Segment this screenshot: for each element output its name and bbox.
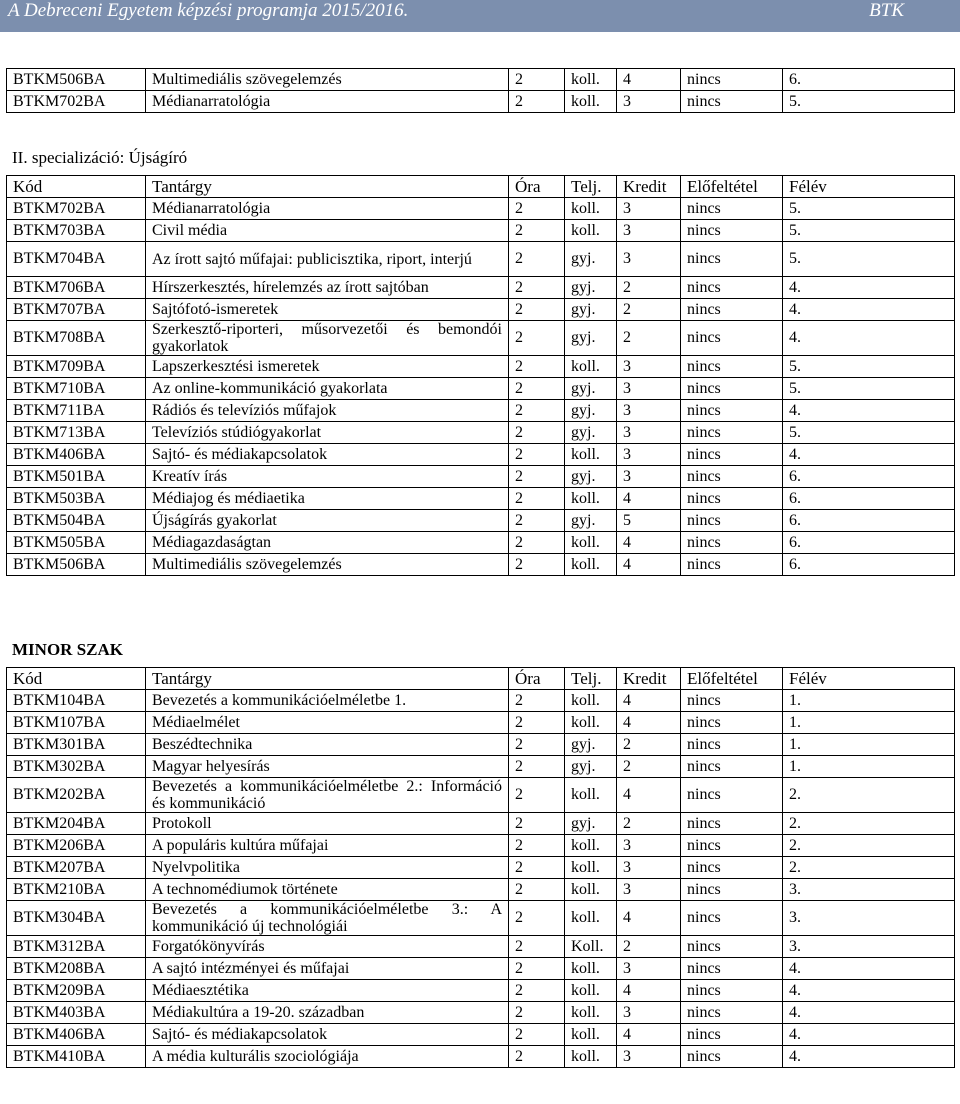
- cell-credit: 3: [617, 879, 681, 901]
- cell-prerequisite: nincs: [681, 936, 783, 958]
- cell-assessment: koll.: [565, 554, 617, 576]
- cell-assessment: gyj.: [565, 277, 617, 299]
- cell-prerequisite: nincs: [681, 1046, 783, 1068]
- cell-subject: Forgatókönyvírás: [146, 936, 509, 958]
- cell-assessment: gyj.: [565, 466, 617, 488]
- cell-credit: 3: [617, 220, 681, 242]
- cell-subject: Sajtó- és médiakapcsolatok: [146, 444, 509, 466]
- cell-credit: 3: [617, 422, 681, 444]
- cell-subject: Médiaelmélet: [146, 712, 509, 734]
- cell-assessment: koll.: [565, 91, 617, 113]
- cell-subject: Hírszerkesztés, hírelemzés az írott sajtóban: [146, 277, 509, 299]
- table-row: [7, 91, 955, 113]
- cell-prerequisite: nincs: [681, 756, 783, 778]
- faculty-label: BTK: [869, 0, 904, 21]
- cell-credit: 3: [617, 444, 681, 466]
- cell-credit: 4: [617, 1024, 681, 1046]
- cell-subject: Médiakultúra a 19-20. században: [146, 1002, 509, 1024]
- column-header-assessment: Telj.: [565, 176, 617, 198]
- cell-hours: 2: [509, 422, 565, 444]
- table-row: [7, 422, 955, 444]
- cell-code: BTKM506BA: [7, 554, 146, 576]
- cell-code: BTKM403BA: [7, 1002, 146, 1024]
- cell-assessment: gyj.: [565, 321, 617, 356]
- cell-hours: 2: [509, 198, 565, 220]
- table-header-row: [7, 176, 955, 198]
- cell-semester: 1.: [783, 690, 955, 712]
- cell-hours: 2: [509, 466, 565, 488]
- cell-semester: 6.: [783, 532, 955, 554]
- cell-semester: 5.: [783, 91, 955, 113]
- cell-code: BTKM711BA: [7, 400, 146, 422]
- column-header-subject: Tantárgy: [146, 176, 509, 198]
- cell-prerequisite: nincs: [681, 554, 783, 576]
- cell-credit: 2: [617, 277, 681, 299]
- cell-hours: 2: [509, 277, 565, 299]
- cell-assessment: gyj.: [565, 378, 617, 400]
- cell-assessment: koll.: [565, 356, 617, 378]
- table-row: [7, 835, 955, 857]
- cell-code: BTKM406BA: [7, 444, 146, 466]
- cell-credit: 4: [617, 778, 681, 813]
- cell-semester: 5.: [783, 378, 955, 400]
- column-header-semester: Félév: [783, 176, 955, 198]
- table-row: [7, 690, 955, 712]
- cell-hours: 2: [509, 532, 565, 554]
- cell-prerequisite: nincs: [681, 778, 783, 813]
- cell-semester: 2.: [783, 778, 955, 813]
- cell-hours: 2: [509, 778, 565, 813]
- cell-prerequisite: nincs: [681, 277, 783, 299]
- cell-semester: 1.: [783, 712, 955, 734]
- cell-prerequisite: nincs: [681, 299, 783, 321]
- cell-hours: 2: [509, 756, 565, 778]
- cell-code: BTKM710BA: [7, 378, 146, 400]
- cell-semester: 5.: [783, 356, 955, 378]
- cell-subject: Nyelvpolitika: [146, 857, 509, 879]
- cell-hours: 2: [509, 958, 565, 980]
- table-header-row: [7, 668, 955, 690]
- column-header-prerequisite: Előfeltétel: [681, 668, 783, 690]
- cell-assessment: koll.: [565, 778, 617, 813]
- cell-hours: 2: [509, 980, 565, 1002]
- cell-semester: 2.: [783, 857, 955, 879]
- table-row: [7, 901, 955, 936]
- cell-hours: 2: [509, 378, 565, 400]
- cell-prerequisite: nincs: [681, 813, 783, 835]
- cell-credit: 3: [617, 958, 681, 980]
- cell-assessment: koll.: [565, 835, 617, 857]
- cell-assessment: gyj.: [565, 813, 617, 835]
- cell-credit: 4: [617, 980, 681, 1002]
- table-row: [7, 857, 955, 879]
- cell-code: BTKM505BA: [7, 532, 146, 554]
- cell-prerequisite: nincs: [681, 857, 783, 879]
- cell-credit: 3: [617, 857, 681, 879]
- cell-prerequisite: nincs: [681, 835, 783, 857]
- cell-code: BTKM207BA: [7, 857, 146, 879]
- page-header: [0, 0, 960, 32]
- table-row: [7, 734, 955, 756]
- column-header-prerequisite: Előfeltétel: [681, 176, 783, 198]
- column-header-hours: Óra: [509, 668, 565, 690]
- cell-assessment: koll.: [565, 444, 617, 466]
- cell-prerequisite: nincs: [681, 356, 783, 378]
- cell-semester: 6.: [783, 466, 955, 488]
- cell-hours: 2: [509, 1002, 565, 1024]
- cell-assessment: gyj.: [565, 510, 617, 532]
- cell-prerequisite: nincs: [681, 734, 783, 756]
- cell-subject: Lapszerkesztési ismeretek: [146, 356, 509, 378]
- cell-code: BTKM708BA: [7, 321, 146, 356]
- cell-code: BTKM209BA: [7, 980, 146, 1002]
- section-title-minor: MINOR SZAK: [12, 640, 123, 659]
- cell-credit: 4: [617, 532, 681, 554]
- cell-assessment: koll.: [565, 857, 617, 879]
- table-row: [7, 400, 955, 422]
- cell-subject: Televíziós stúdiógyakorlat: [146, 422, 509, 444]
- cell-credit: 2: [617, 299, 681, 321]
- cell-subject: A technomédiumok története: [146, 879, 509, 901]
- cell-prerequisite: nincs: [681, 198, 783, 220]
- cell-subject: Rádiós és televíziós műfajok: [146, 400, 509, 422]
- cell-subject: Az online-kommunikáció gyakorlata: [146, 378, 509, 400]
- cell-subject: Médianarratológia: [146, 91, 509, 113]
- cell-assessment: gyj.: [565, 400, 617, 422]
- cell-code: BTKM104BA: [7, 690, 146, 712]
- cell-prerequisite: nincs: [681, 378, 783, 400]
- cell-code: BTKM304BA: [7, 901, 146, 936]
- cell-credit: 2: [617, 936, 681, 958]
- cell-subject: Bevezetés a kommunikációelméletbe 1.: [146, 690, 509, 712]
- cell-hours: 2: [509, 356, 565, 378]
- table-row: [7, 220, 955, 242]
- cell-credit: 4: [617, 690, 681, 712]
- cell-code: BTKM702BA: [7, 91, 146, 113]
- cell-hours: 2: [509, 242, 565, 277]
- cell-code: BTKM302BA: [7, 756, 146, 778]
- cell-assessment: Koll.: [565, 936, 617, 958]
- cell-credit: 3: [617, 400, 681, 422]
- course-table-minor: [6, 667, 955, 1068]
- cell-credit: 3: [617, 466, 681, 488]
- cell-subject: Médiagazdaságtan: [146, 532, 509, 554]
- cell-prerequisite: nincs: [681, 220, 783, 242]
- cell-hours: 2: [509, 734, 565, 756]
- course-table-ujsagiro: [6, 175, 955, 576]
- cell-code: BTKM709BA: [7, 356, 146, 378]
- cell-code: BTKM704BA: [7, 242, 146, 277]
- cell-subject: Beszédtechnika: [146, 734, 509, 756]
- table-row: [7, 198, 955, 220]
- cell-semester: 4.: [783, 1046, 955, 1068]
- cell-code: BTKM707BA: [7, 299, 146, 321]
- cell-credit: 5: [617, 510, 681, 532]
- cell-assessment: koll.: [565, 1024, 617, 1046]
- cell-assessment: koll.: [565, 488, 617, 510]
- cell-code: BTKM503BA: [7, 488, 146, 510]
- cell-prerequisite: nincs: [681, 488, 783, 510]
- cell-assessment: koll.: [565, 198, 617, 220]
- cell-subject: Kreatív írás: [146, 466, 509, 488]
- cell-hours: 2: [509, 712, 565, 734]
- cell-semester: 5.: [783, 242, 955, 277]
- table-row: [7, 299, 955, 321]
- cell-subject: Sajtófotó-ismeretek: [146, 299, 509, 321]
- cell-credit: 3: [617, 242, 681, 277]
- cell-credit: 3: [617, 356, 681, 378]
- cell-prerequisite: nincs: [681, 466, 783, 488]
- cell-code: BTKM406BA: [7, 1024, 146, 1046]
- cell-credit: 3: [617, 1046, 681, 1068]
- cell-hours: 2: [509, 901, 565, 936]
- table-row: [7, 1002, 955, 1024]
- cell-assessment: gyj.: [565, 734, 617, 756]
- cell-hours: 2: [509, 69, 565, 91]
- table-row: [7, 488, 955, 510]
- course-table-top: [6, 68, 955, 113]
- cell-credit: 3: [617, 378, 681, 400]
- table-row: [7, 554, 955, 576]
- cell-code: BTKM501BA: [7, 466, 146, 488]
- cell-semester: 3.: [783, 936, 955, 958]
- cell-assessment: koll.: [565, 532, 617, 554]
- table-row: [7, 356, 955, 378]
- cell-semester: 1.: [783, 756, 955, 778]
- cell-hours: 2: [509, 400, 565, 422]
- table-row: [7, 756, 955, 778]
- table-row: [7, 879, 955, 901]
- cell-hours: 2: [509, 91, 565, 113]
- cell-prerequisite: nincs: [681, 69, 783, 91]
- cell-code: BTKM702BA: [7, 198, 146, 220]
- cell-assessment: gyj.: [565, 299, 617, 321]
- column-header-assessment: Telj.: [565, 668, 617, 690]
- cell-prerequisite: nincs: [681, 958, 783, 980]
- cell-subject: Szerkesztő-riporteri, műsorvezetői és bemondói gyakorlatok: [146, 321, 509, 356]
- column-header-credit: Kredit: [617, 668, 681, 690]
- cell-subject: Bevezetés a kommunikációelméletbe 2.: Információ és kommunikáció: [146, 778, 509, 813]
- cell-credit: 4: [617, 901, 681, 936]
- cell-subject: Bevezetés a kommunikációelméletbe 3.: A kommunikáció új technológiái: [146, 901, 509, 936]
- cell-assessment: koll.: [565, 220, 617, 242]
- cell-hours: 2: [509, 813, 565, 835]
- cell-code: BTKM107BA: [7, 712, 146, 734]
- cell-subject: Médiajog és médiaetika: [146, 488, 509, 510]
- cell-hours: 2: [509, 220, 565, 242]
- cell-subject: Sajtó- és médiakapcsolatok: [146, 1024, 509, 1046]
- cell-credit: 4: [617, 554, 681, 576]
- table-row: [7, 321, 955, 356]
- cell-code: BTKM312BA: [7, 936, 146, 958]
- cell-semester: 5.: [783, 422, 955, 444]
- cell-hours: 2: [509, 936, 565, 958]
- cell-semester: 3.: [783, 879, 955, 901]
- cell-semester: 4.: [783, 400, 955, 422]
- cell-assessment: koll.: [565, 1046, 617, 1068]
- column-header-hours: Óra: [509, 176, 565, 198]
- section-title-ujsagiro: II. specializáció: Újságíró: [12, 148, 188, 167]
- cell-hours: 2: [509, 879, 565, 901]
- table-row: [7, 1024, 955, 1046]
- cell-semester: 2.: [783, 835, 955, 857]
- table-row: [7, 813, 955, 835]
- cell-credit: 4: [617, 488, 681, 510]
- cell-semester: 6.: [783, 554, 955, 576]
- cell-code: BTKM410BA: [7, 1046, 146, 1068]
- cell-subject: A sajtó intézményei és műfajai: [146, 958, 509, 980]
- cell-semester: 5.: [783, 198, 955, 220]
- cell-hours: 2: [509, 488, 565, 510]
- cell-credit: 2: [617, 321, 681, 356]
- cell-assessment: koll.: [565, 69, 617, 91]
- cell-hours: 2: [509, 857, 565, 879]
- cell-subject: Protokoll: [146, 813, 509, 835]
- document-title: A Debreceni Egyetem képzési programja 2015/2016.: [8, 0, 409, 21]
- cell-prerequisite: nincs: [681, 510, 783, 532]
- column-header-semester: Félév: [783, 668, 955, 690]
- cell-assessment: koll.: [565, 1002, 617, 1024]
- table-row: [7, 532, 955, 554]
- cell-semester: 4.: [783, 277, 955, 299]
- cell-hours: 2: [509, 1046, 565, 1068]
- cell-assessment: koll.: [565, 690, 617, 712]
- cell-credit: 3: [617, 91, 681, 113]
- cell-assessment: gyj.: [565, 422, 617, 444]
- cell-prerequisite: nincs: [681, 91, 783, 113]
- cell-prerequisite: nincs: [681, 879, 783, 901]
- cell-assessment: koll.: [565, 901, 617, 936]
- cell-code: BTKM208BA: [7, 958, 146, 980]
- table-row: [7, 69, 955, 91]
- cell-subject: Médianarratológia: [146, 198, 509, 220]
- cell-semester: 4.: [783, 299, 955, 321]
- cell-subject: A média kulturális szociológiája: [146, 1046, 509, 1068]
- cell-hours: 2: [509, 835, 565, 857]
- cell-code: BTKM206BA: [7, 835, 146, 857]
- cell-credit: 3: [617, 835, 681, 857]
- column-header-credit: Kredit: [617, 176, 681, 198]
- table-row: [7, 378, 955, 400]
- cell-assessment: gyj.: [565, 756, 617, 778]
- cell-semester: 4.: [783, 980, 955, 1002]
- cell-assessment: koll.: [565, 879, 617, 901]
- cell-code: BTKM204BA: [7, 813, 146, 835]
- cell-semester: 4.: [783, 1024, 955, 1046]
- cell-subject: Multimediális szövegelemzés: [146, 554, 509, 576]
- cell-subject: Magyar helyesírás: [146, 756, 509, 778]
- table-row: [7, 778, 955, 813]
- cell-prerequisite: nincs: [681, 532, 783, 554]
- cell-assessment: koll.: [565, 958, 617, 980]
- cell-semester: 4.: [783, 444, 955, 466]
- cell-semester: 6.: [783, 488, 955, 510]
- cell-credit: 4: [617, 712, 681, 734]
- cell-hours: 2: [509, 554, 565, 576]
- cell-prerequisite: nincs: [681, 901, 783, 936]
- cell-code: BTKM713BA: [7, 422, 146, 444]
- cell-credit: 4: [617, 69, 681, 91]
- cell-hours: 2: [509, 1024, 565, 1046]
- cell-credit: 3: [617, 198, 681, 220]
- cell-prerequisite: nincs: [681, 242, 783, 277]
- table-row: [7, 936, 955, 958]
- cell-prerequisite: nincs: [681, 1024, 783, 1046]
- cell-code: BTKM301BA: [7, 734, 146, 756]
- cell-hours: 2: [509, 299, 565, 321]
- cell-hours: 2: [509, 444, 565, 466]
- table-row: [7, 1046, 955, 1068]
- column-header-code: Kód: [7, 668, 146, 690]
- table-row: [7, 958, 955, 980]
- cell-hours: 2: [509, 321, 565, 356]
- cell-subject: Újságírás gyakorlat: [146, 510, 509, 532]
- cell-hours: 2: [509, 690, 565, 712]
- cell-prerequisite: nincs: [681, 422, 783, 444]
- cell-prerequisite: nincs: [681, 1002, 783, 1024]
- table-row: [7, 277, 955, 299]
- cell-assessment: koll.: [565, 712, 617, 734]
- cell-prerequisite: nincs: [681, 321, 783, 356]
- cell-prerequisite: nincs: [681, 690, 783, 712]
- column-header-subject: Tantárgy: [146, 668, 509, 690]
- cell-assessment: gyj.: [565, 242, 617, 277]
- table-row: [7, 510, 955, 532]
- cell-credit: 3: [617, 1002, 681, 1024]
- cell-subject: Médiaesztétika: [146, 980, 509, 1002]
- cell-subject: Civil média: [146, 220, 509, 242]
- cell-code: BTKM506BA: [7, 69, 146, 91]
- cell-subject: Az írott sajtó műfajai: publicisztika, riport, interjú: [146, 242, 509, 277]
- cell-code: BTKM703BA: [7, 220, 146, 242]
- cell-semester: 4.: [783, 1002, 955, 1024]
- cell-prerequisite: nincs: [681, 400, 783, 422]
- cell-code: BTKM706BA: [7, 277, 146, 299]
- table-row: [7, 712, 955, 734]
- cell-credit: 2: [617, 734, 681, 756]
- cell-hours: 2: [509, 510, 565, 532]
- table-row: [7, 242, 955, 277]
- cell-semester: 4.: [783, 958, 955, 980]
- table-row: [7, 444, 955, 466]
- table-row: [7, 466, 955, 488]
- table-row: [7, 980, 955, 1002]
- cell-semester: 5.: [783, 220, 955, 242]
- cell-credit: 2: [617, 813, 681, 835]
- cell-assessment: koll.: [565, 980, 617, 1002]
- cell-semester: 3.: [783, 901, 955, 936]
- cell-prerequisite: nincs: [681, 980, 783, 1002]
- cell-code: BTKM210BA: [7, 879, 146, 901]
- cell-credit: 2: [617, 756, 681, 778]
- cell-semester: 4.: [783, 321, 955, 356]
- cell-semester: 6.: [783, 510, 955, 532]
- cell-semester: 6.: [783, 69, 955, 91]
- cell-subject: A populáris kultúra műfajai: [146, 835, 509, 857]
- cell-subject: Multimediális szövegelemzés: [146, 69, 509, 91]
- cell-code: BTKM202BA: [7, 778, 146, 813]
- cell-prerequisite: nincs: [681, 712, 783, 734]
- column-header-code: Kód: [7, 176, 146, 198]
- cell-prerequisite: nincs: [681, 444, 783, 466]
- cell-semester: 2.: [783, 813, 955, 835]
- cell-code: BTKM504BA: [7, 510, 146, 532]
- cell-semester: 1.: [783, 734, 955, 756]
